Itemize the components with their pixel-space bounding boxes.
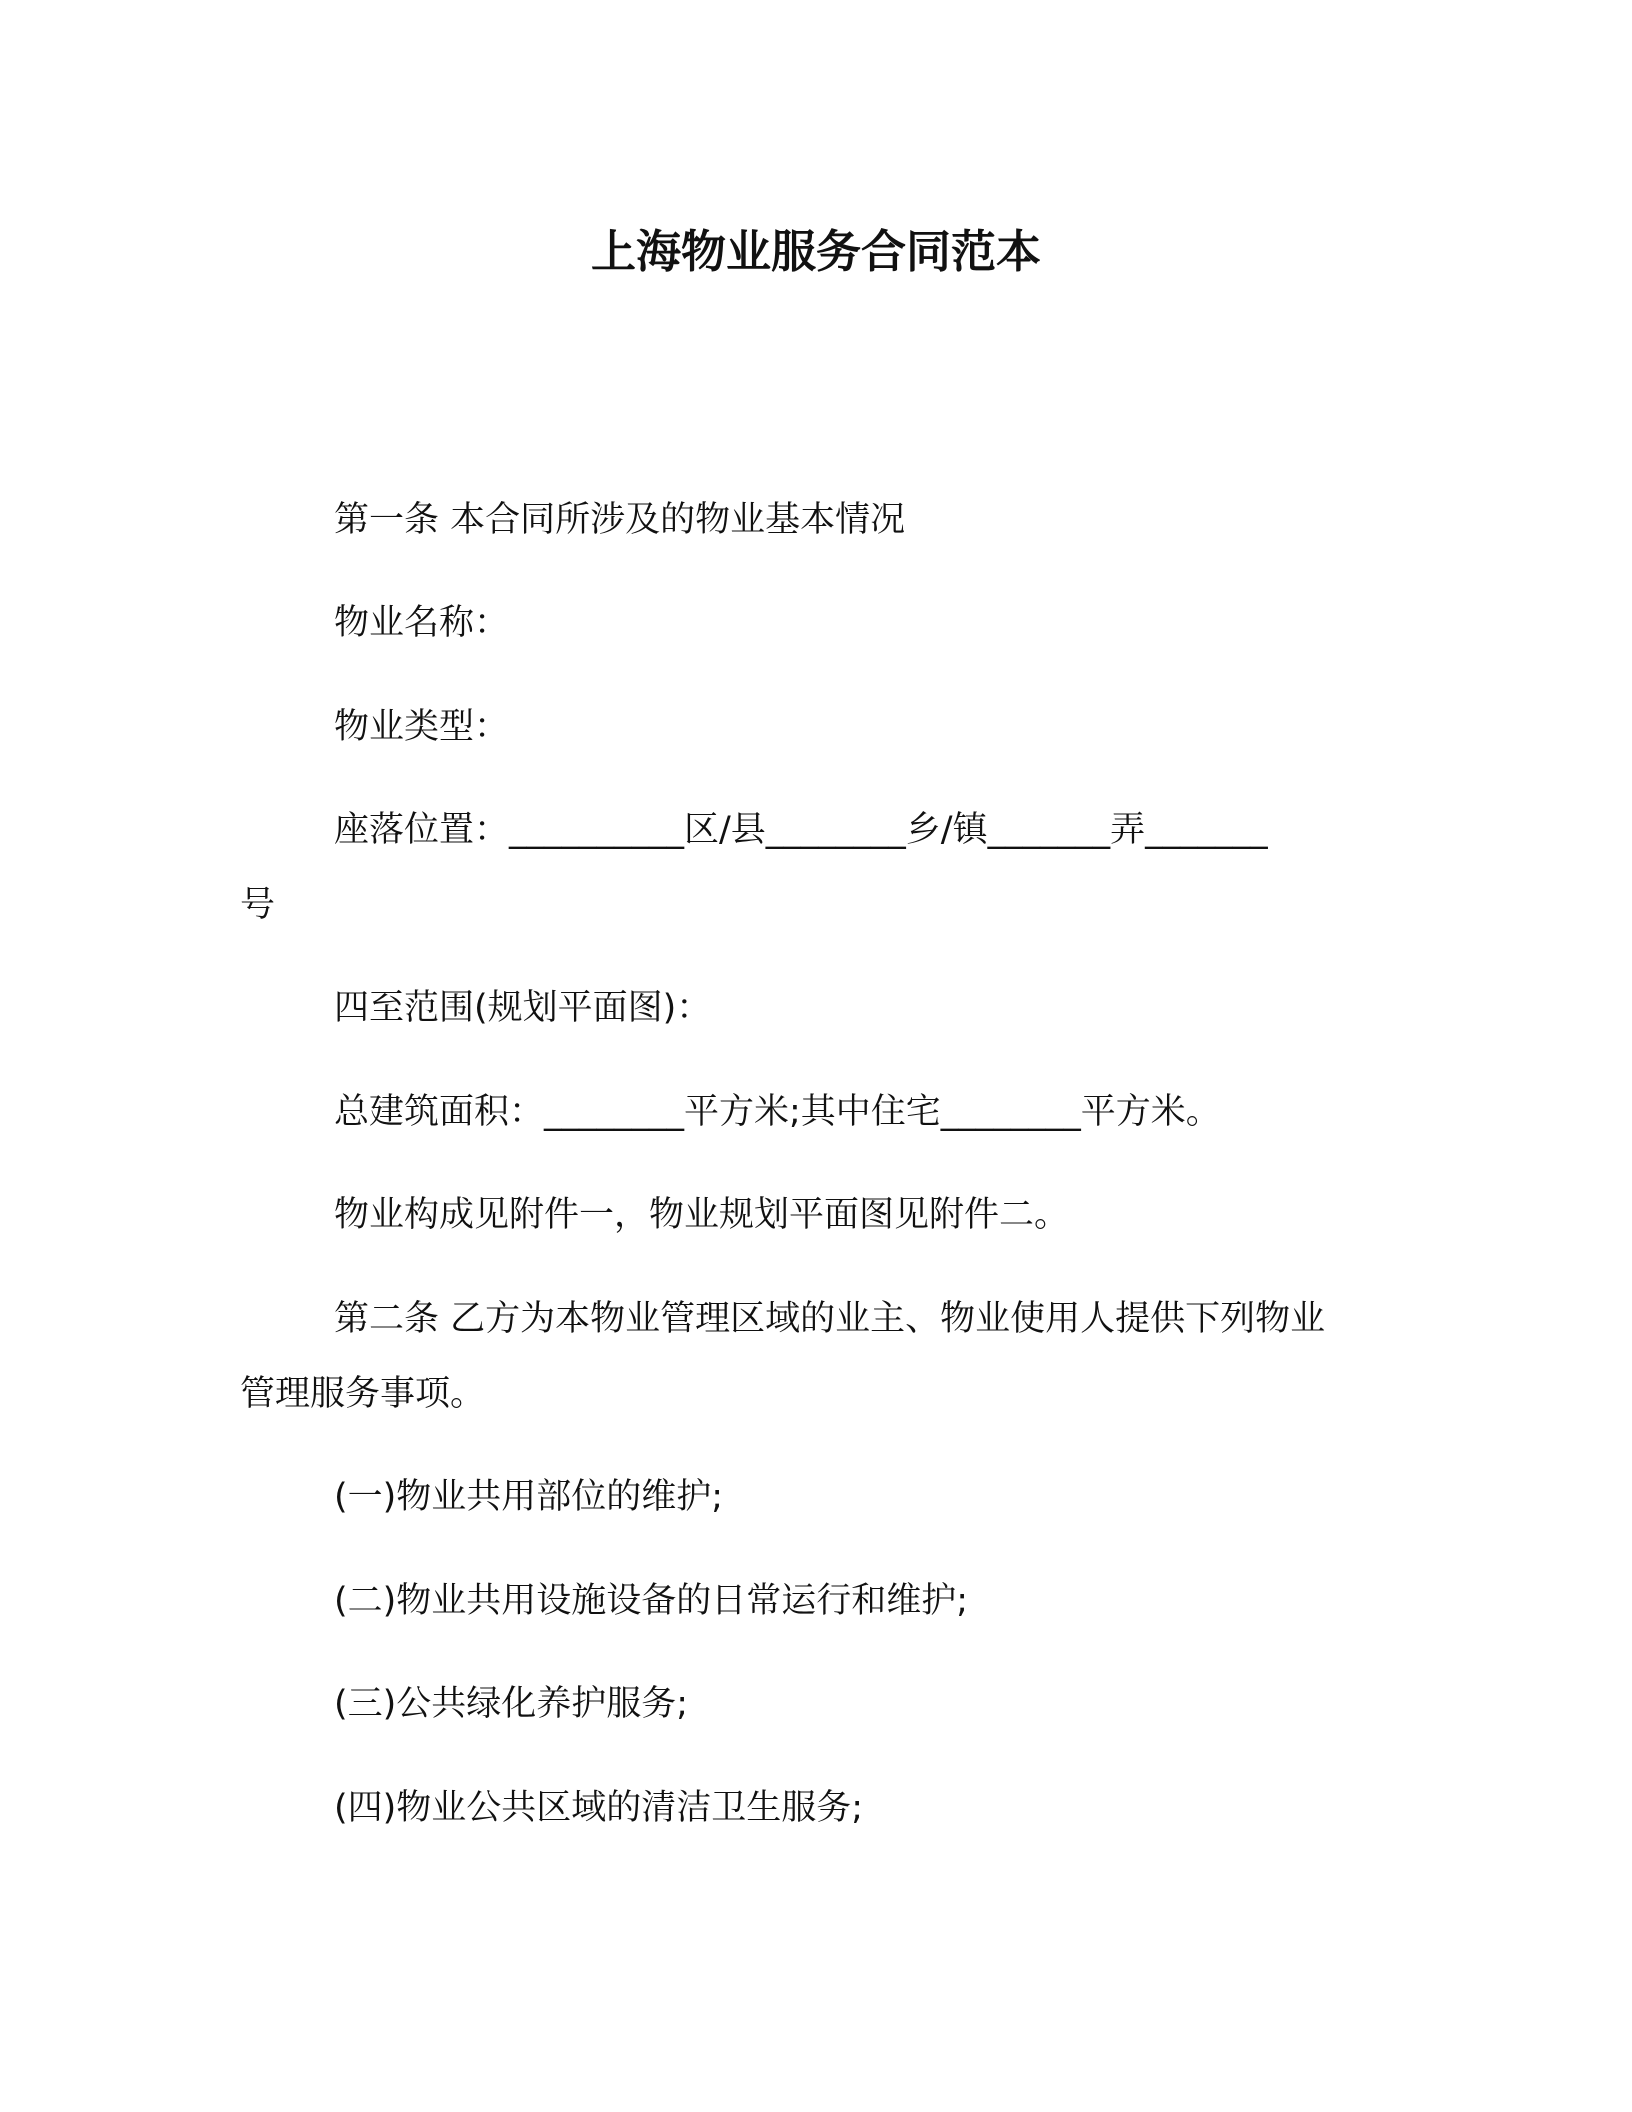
property-name-line: 物业名称： xyxy=(334,603,510,643)
location-line-continuation: 号 xyxy=(240,885,276,925)
article-1-heading: 第一条 本合同所涉及的物业基本情况 xyxy=(334,500,906,540)
attachments-line: 物业构成见附件一，物业规划平面图见附件二。 xyxy=(334,1195,1070,1235)
article-2-heading: 第二条 乙方为本物业管理区域的业主、物业使用人提供下列物业 xyxy=(334,1299,1326,1339)
total-area-line: 总建筑面积：________平方米;其中住宅________平方米。 xyxy=(334,1092,1221,1132)
service-item-4: (四)物业公共区域的清洁卫生服务; xyxy=(334,1788,864,1828)
article-2-continuation: 管理服务事项。 xyxy=(240,1374,486,1414)
service-item-3: (三)公共绿化养护服务; xyxy=(334,1684,689,1724)
boundary-line: 四至范围(规划平面图)： xyxy=(334,988,712,1028)
service-item-1: (一)物业共用部位的维护; xyxy=(334,1477,724,1517)
location-line: 座落位置：__________区/县________乡/镇_______弄_______ xyxy=(334,810,1268,850)
property-type-line: 物业类型： xyxy=(334,707,510,747)
service-item-2: (二)物业共用设施设备的日常运行和维护; xyxy=(334,1581,969,1621)
document-title: 上海物业服务合同范本 xyxy=(590,225,1041,278)
